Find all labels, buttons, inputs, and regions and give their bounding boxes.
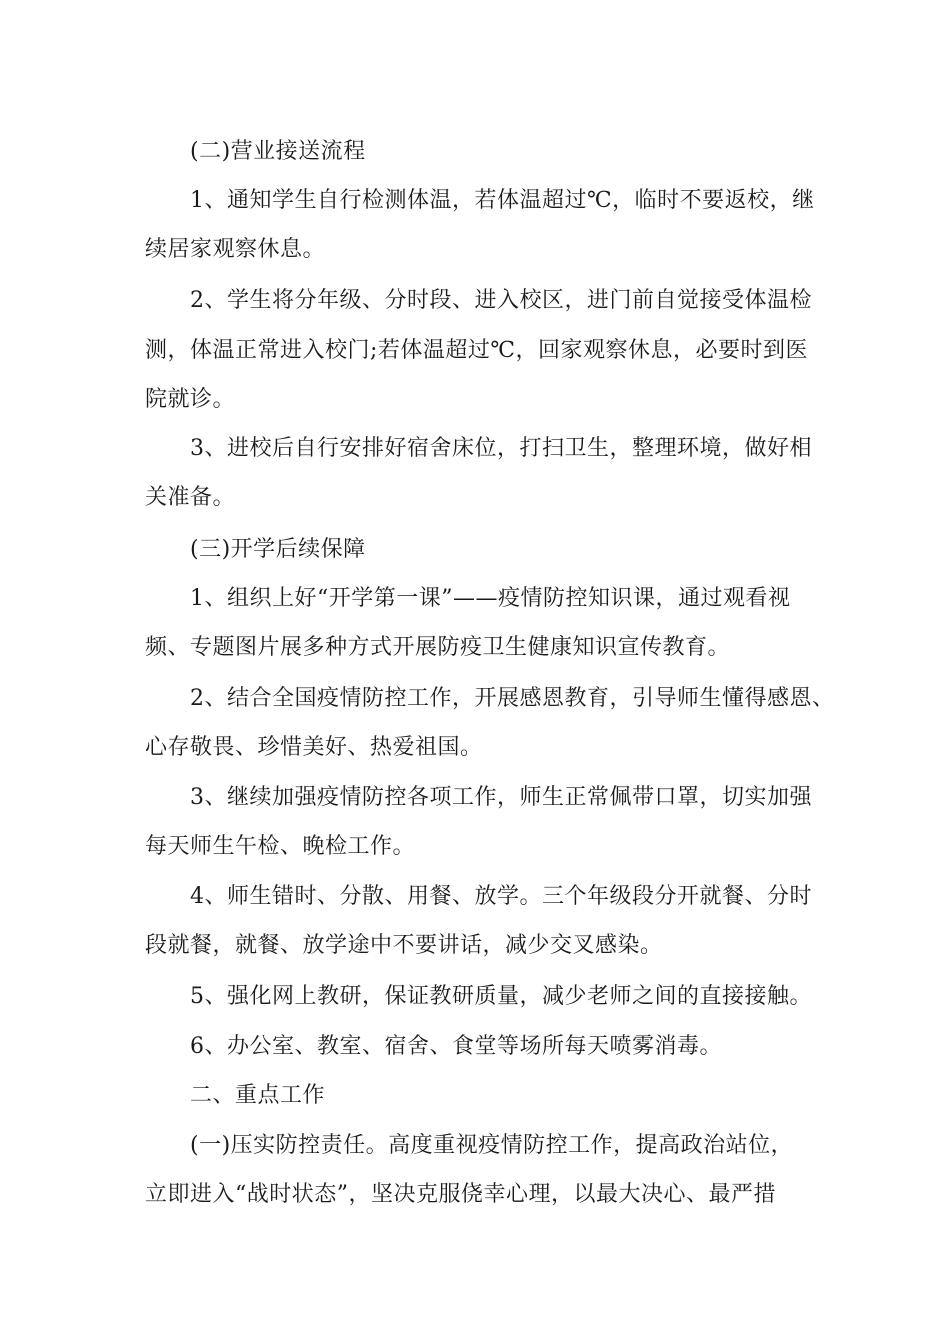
paragraph-line: 3、继续加强疫情防控各项工作，师生正常佩带口罩，切实加强 (190, 785, 812, 810)
section-heading-key-work: 二、重点工作 (190, 1083, 326, 1108)
paragraph-line: 续居家观察休息。 (145, 237, 326, 262)
paragraph-line: 关准备。 (145, 485, 236, 510)
paragraph-line: 3、进校后自行安排好宿舍床位，打扫卫生，整理环境，做好相 (190, 436, 812, 461)
paragraph-line: 院就诊。 (145, 387, 236, 412)
paragraph-line: 1、通知学生自行检测体温，若体温超过℃，临时不要返校，继 (190, 188, 815, 213)
section-heading-pickup-process: (二)营业接送流程 (190, 139, 366, 164)
paragraph-line: 6、办公室、教室、宿舍、食堂等场所每天喷雾消毒。 (190, 1034, 722, 1059)
paragraph-line: 测，体温正常进入校门;若体温超过℃，回家观察休息，必要时到医 (145, 338, 809, 363)
section-heading-follow-up: (三)开学后续保障 (190, 537, 366, 562)
paragraph-line: 2、结合全国疫情防控工作，开展感恩教育，引导师生懂得感恩、 (190, 686, 835, 711)
paragraph-line: 1、组织上好“开学第一课”——疫情防控知识课，通过观看视 (190, 586, 791, 611)
paragraph-line: 频、专题图片展多种方式开展防疫卫生健康知识宣传教育。 (145, 635, 731, 660)
paragraph-line: 心存敬畏、珍惜美好、热爱祖国。 (145, 735, 483, 760)
paragraph-line: 4、师生错时、分散、用餐、放学。三个年级段分开就餐、分时 (190, 884, 812, 909)
paragraph-line: (一)压实防控责任。高度重视疫情防控工作，提高政治站位， (190, 1133, 794, 1158)
paragraph-line: 5、强化网上教研，保证教研质量，减少老师之间的直接接触。 (190, 984, 812, 1009)
paragraph-line: 立即进入“战时状态”，坚决克服侥幸心理，以最大决心、最严措 (145, 1182, 776, 1207)
paragraph-line: 2、学生将分年级、分时段、进入校区，进门前自觉接受体温检 (190, 288, 812, 313)
paragraph-line: 每天师生午检、晚检工作。 (145, 834, 416, 859)
paragraph-line: 段就餐，就餐、放学途中不要讲话，减少交叉感染。 (145, 933, 663, 958)
